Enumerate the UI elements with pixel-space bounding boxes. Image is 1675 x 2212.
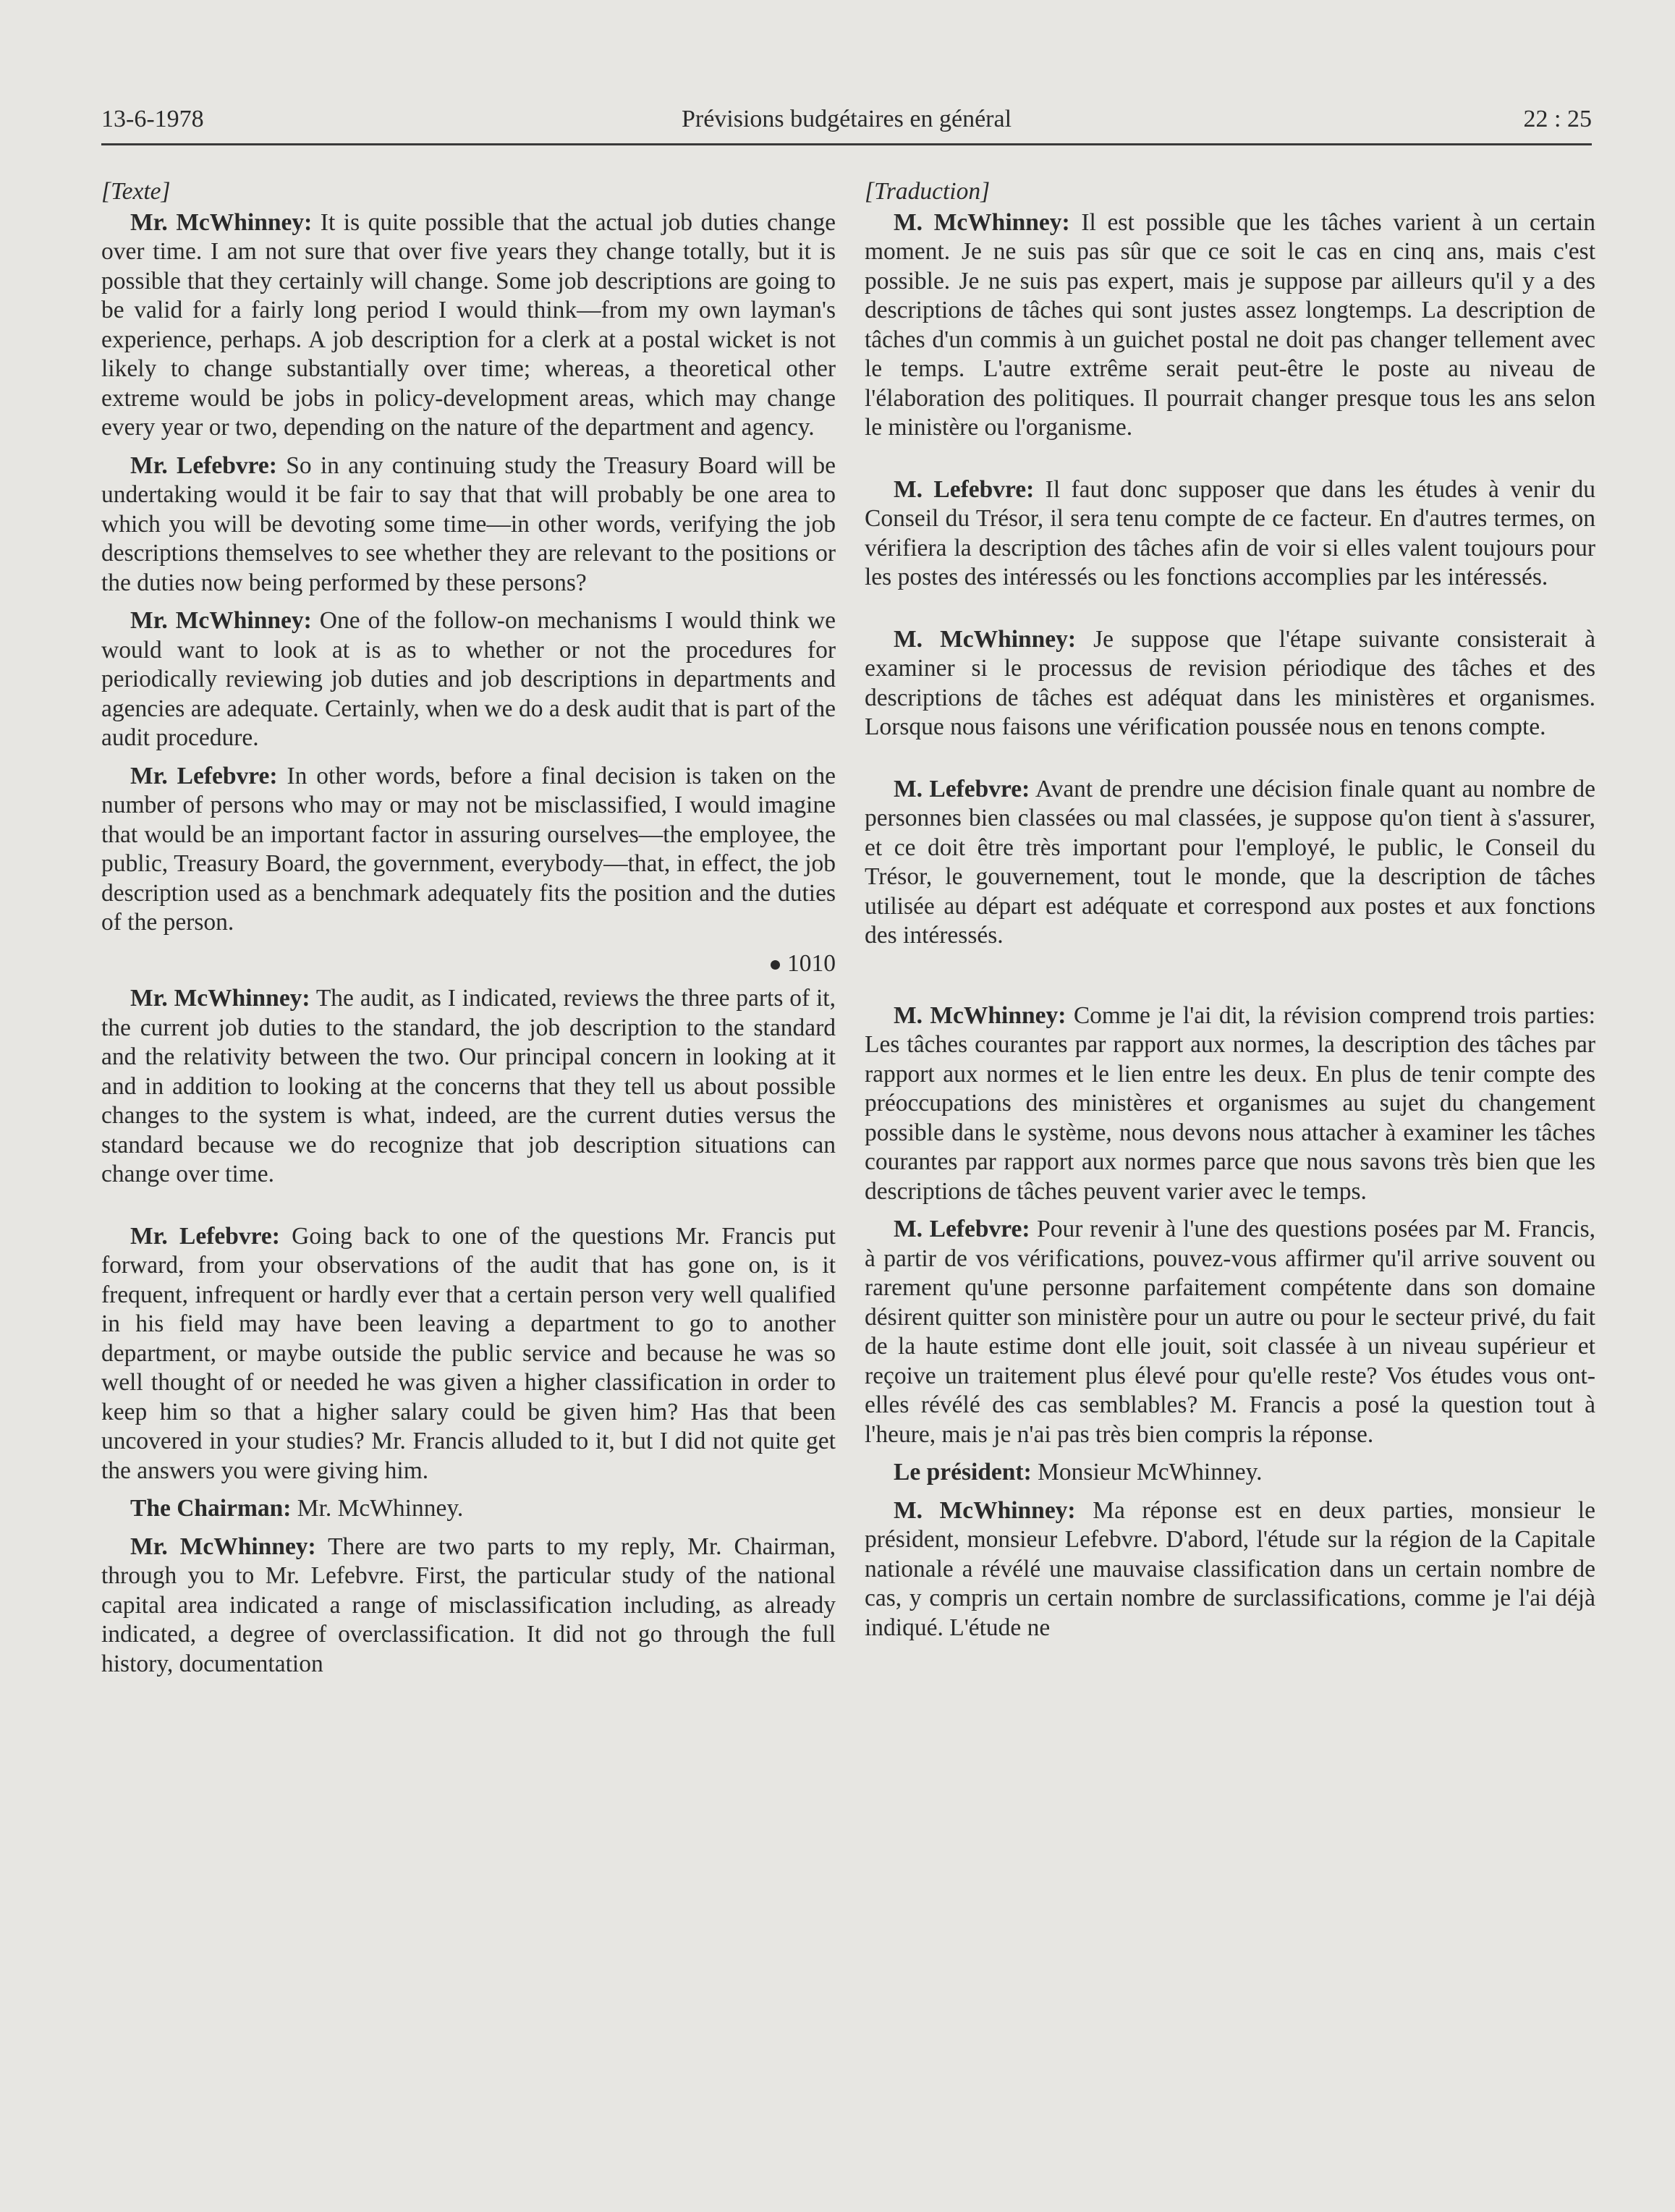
speech-text: Il est possible que les tâches varient à un certain moment. Je ne suis pas sûr que ce soit le cas en cinq ans, mais c'est possible. Je ne suis pas expert, mais je suppose par ailleurs qu'il y a des descriptions de tâches qui sont justes assez longtemps. La description de tâches d'un commis à un guichet postal ne doit pas changer tellement avec le temps. L'autre extrême serait peut-être le poste au niveau de l'élaboration des politiques. Il pourrait changer presque tous les ans selon le ministère ou l'organisme. bbox=[865, 208, 1595, 441]
paragraph bbox=[865, 475, 1595, 593]
paragraph bbox=[865, 208, 1595, 443]
page-header bbox=[101, 100, 1592, 145]
paragraph bbox=[101, 452, 836, 598]
speech-text: There are two parts to my reply, Mr. Chairman, through you to Mr. Lefebvre. First, the particular study of the national capital area indicated a range of misclassification including, as already indicated, a degree of overclassification. It did not go through the full history, documentation bbox=[101, 1533, 836, 1677]
speaker-name: M. McWhinney: bbox=[894, 208, 1070, 236]
paragraph bbox=[865, 1001, 1595, 1207]
speaker-name: M. Lefebvre: bbox=[894, 475, 1035, 503]
speaker-name: M. McWhinney: bbox=[894, 1496, 1076, 1524]
header-title: Prévisions budgétaires en général bbox=[681, 106, 1012, 132]
paragraph bbox=[865, 1458, 1595, 1488]
time-marker bbox=[101, 949, 836, 979]
paragraph bbox=[101, 606, 836, 753]
header-date: 13-6-1978 bbox=[101, 106, 204, 132]
speaker-name: Mr. McWhinney: bbox=[130, 985, 310, 1012]
speech-text: The audit, as I indicated, reviews the three parts of it, the current job duties to the standard, the job description to the standard and the relativity between the two. Our principal concern in looking at it and in addition to looking at the concerns that they tell us about possible changes to the system is what, indeed, are the current duties versus the standard because we do recognize that job description situations can change over time. bbox=[101, 985, 836, 1187]
speech-text: So in any continuing study the Treasury Board will be undertaking would it be fair to say that that will probably be one area to which you will be devoting some time—in other words, verifying the job descriptions themselves to see whether they are relevant to the positions or the duties now being performed by these persons? bbox=[101, 452, 836, 596]
speech-text: Ma réponse est en deux parties, monsieur le président, monsieur Lefebvre. D'abord, l'étude sur la région de la Capitale nationale a révélé une mauvaise classification dans un certain nombre de cas, y compris un certain nombre de surclassifications, comme je l'ai déjà indiqué. L'étude ne bbox=[865, 1496, 1595, 1641]
english-column bbox=[101, 177, 836, 1687]
speaker-name: Mr. Lefebvre: bbox=[130, 452, 277, 479]
time-marker-label: 1010 bbox=[787, 949, 836, 977]
header-page-number: 22 : 25 bbox=[1523, 106, 1592, 132]
paragraph bbox=[101, 762, 836, 938]
paragraph bbox=[101, 1533, 836, 1679]
speaker-name: M. McWhinney: bbox=[894, 625, 1077, 653]
speaker-name: M. McWhinney: bbox=[894, 1001, 1067, 1029]
speech-text: Pour revenir à l'une des questions posées par M. Francis, à partir de vos vérifications, pouvez-vous affirmer qu'il arrive souvent ou rarement qu'une personne parfaitement compétente dans son domaine désirent quitter son ministère pour un autre ou pour le secteur privé, du fait de la haute estime dont elle jouit, soit classée à un niveau supérieur et reçoive un traitement plus élevé pour qu'elle reste? Vos études vous ont-elles révélé des cas semblables? M. Francis a posé la question tout à l'heure, mais je n'ai pas très bien compris la réponse. bbox=[865, 1216, 1595, 1448]
paragraph bbox=[101, 984, 836, 1190]
speech-text: Monsieur McWhinney. bbox=[1031, 1459, 1263, 1486]
paragraph bbox=[101, 208, 836, 443]
paragraph bbox=[865, 775, 1595, 951]
speaker-name: Mr. McWhinney: bbox=[130, 607, 312, 634]
speaker-name: Mr. McWhinney: bbox=[130, 1533, 316, 1560]
speaker-name: Mr. Lefebvre: bbox=[130, 762, 278, 789]
french-column bbox=[865, 177, 1595, 1651]
speaker-name: The Chairman: bbox=[130, 1495, 292, 1522]
section-label-texte: [Texte] bbox=[101, 178, 171, 205]
paragraph bbox=[865, 1215, 1595, 1449]
paragraph bbox=[865, 625, 1595, 742]
speaker-name: M. Lefebvre: bbox=[894, 775, 1030, 802]
speech-text: Mr. McWhinney. bbox=[291, 1495, 464, 1522]
speech-text: In other words, before a final decision is taken on the number of persons who may or may not be misclassified, I would imagine that would be an important factor in assuring ourselves—the employee, the public, Treasury Board, the government, everybody—that, in effect, the job description used as a benchmark adequately fits the position and the duties of the person. bbox=[101, 762, 836, 936]
speech-text: Avant de prendre une décision finale quant au nombre de personnes bien classées ou mal classées, je suppose qu'on tient à s'assurer, et ce doit être très important pour l'employé, le public, le Conseil du Trésor, le gouvernement, tout le monde, que la description de tâches utilisée au départ est adéquate et correspond aux postes et aux fonctions des intéressés. bbox=[865, 775, 1596, 949]
speaker-name: Mr. McWhinney: bbox=[130, 208, 313, 236]
speech-text: Comme je l'ai dit, la révision comprend trois parties: Les tâches courantes par rapport aux normes, la description des tâches par rapport aux normes et le lien entre les deux. En plus de tenir compte des préoccupations des ministères et organismes au sujet du changement possible dans le système, nous devons nous attacher à examiner les tâches courantes par rapport aux normes parce que nous savons très bien que les descriptions de tâches peuvent varier avec le temps. bbox=[865, 1001, 1595, 1205]
speaker-name: M. Lefebvre: bbox=[894, 1216, 1030, 1242]
speaker-name: Le président: bbox=[894, 1459, 1032, 1486]
bullet-icon bbox=[771, 960, 780, 970]
paragraph bbox=[865, 1496, 1595, 1643]
speech-text: It is quite possible that the actual job duties change over time. I am not sure that over five years they change totally, but it is possible that they certainly will change. Some job descriptions are going to be valid for a fairly long period I would think—from my own layman's experience, perhaps. A job description for a clerk at a postal wicket is not likely to change substantially over time; whereas, a theoretical other extreme would be jobs in policy-development areas, which may change every year or two, depending on the nature of the department and agency. bbox=[101, 208, 836, 441]
speech-text: Il faut donc supposer que dans les études à venir du Conseil du Trésor, il sera tenu compte de ce facteur. En d'autres termes, on vérifiera la description des tâches afin de voir si elles valent toujours pour les postes des intéressés ou les fonctions accomplies par les intéressés. bbox=[865, 475, 1595, 590]
speaker-name: Mr. Lefebvre: bbox=[130, 1222, 280, 1250]
paragraph bbox=[101, 1494, 836, 1524]
speech-text: One of the follow-on mechanisms I would think we would want to look at is as to whether or not the procedures for periodically reviewing job duties and job descriptions in departments and agencies are adequate. Certainly, when we do a desk audit that is part of the audit procedure. bbox=[101, 607, 836, 751]
speech-text: Going back to one of the questions Mr. Francis put forward, from your observations of the audit that has gone on, is it frequent, infrequent or hardly ever that a certain person very well qualified in his field may have been leaving a department to go to another department, or maybe outside the public service and because he was so well thought of or needed he was given a higher classification in order to keep him so that a higher salary could be given him? Has that been uncovered in your studies? Mr. Francis alluded to it, but I did not quite get the answers you were giving him. bbox=[101, 1222, 836, 1484]
section-label-traduction: [Traduction] bbox=[865, 178, 991, 205]
paragraph bbox=[101, 1222, 836, 1486]
speech-text: Je suppose que l'étape suivante consisterait à examiner si le processus de revision périodique des tâches et des descriptions de tâches est adéquat dans les ministères et organismes. Lorsque nous faisons une vérification poussée nous en tenons compte. bbox=[865, 625, 1595, 740]
